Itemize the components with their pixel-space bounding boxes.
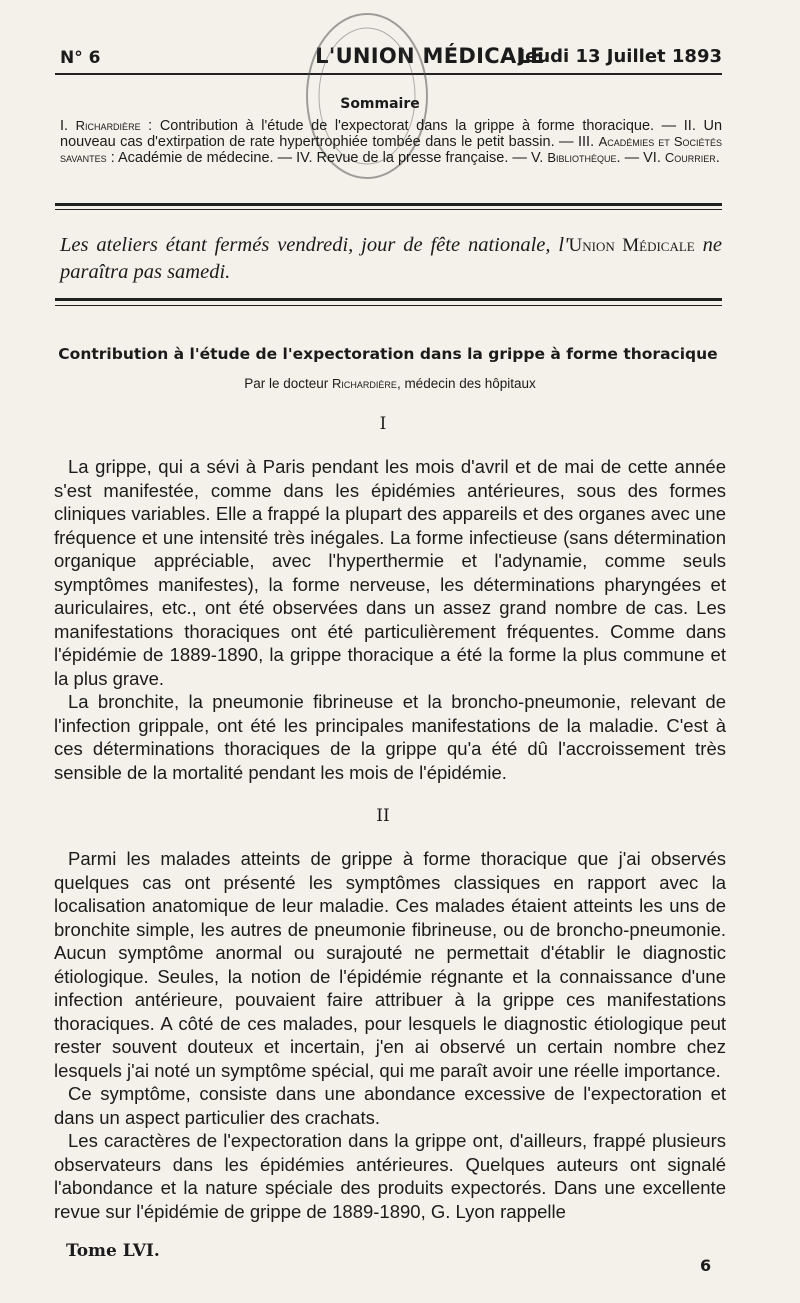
paragraph: Les caractères de l'expectoration dans la grippe ont, d'ailleurs, frappé plusieurs observateurs dans les épidémies antérieures. Quelques auteurs ont signalé l'abondance et la nature spéciale des produits expectorés. Dans une excellente revue sur l'épidémie de grippe de 1889-1890, G. Lyon rappelle bbox=[54, 1130, 726, 1222]
sommaire-rule bbox=[55, 203, 722, 206]
paragraph: Ce symptôme, consiste dans une abondance excessive de l'expectoration et dans un aspect particulier des crachats. bbox=[54, 1083, 726, 1128]
section-body bbox=[54, 455, 726, 784]
page-number: 6 bbox=[700, 1256, 712, 1275]
sommaire-list bbox=[60, 118, 722, 166]
section-body bbox=[54, 847, 726, 1223]
sommaire-item: I. Richardière : Contribution à l'étude de l'expectorat dans la grippe à forme thoracique. — bbox=[60, 118, 677, 134]
issue-date: Jeudi 13 Juillet 1893 bbox=[518, 46, 722, 67]
section-numeral: I bbox=[379, 414, 387, 434]
sommaire-item: III. Académies et Sociétés savantes : Académie de médecine. — bbox=[60, 134, 722, 166]
article-byline: Par le docteur Richardière, médecin des hôpitaux bbox=[244, 376, 536, 391]
sommaire-item: II. Un nouveau cas d'extirpation de rate hypertrophiée tombée dans le petit bassin. — bbox=[60, 118, 723, 150]
article-title: Contribution à l'étude de l'expectoration dans la grippe à forme thoracique bbox=[58, 345, 718, 363]
notice-rule bbox=[55, 298, 722, 301]
volume-label: Tome LVI. bbox=[66, 1241, 160, 1261]
paragraph: Parmi les malades atteints de grippe à forme thoracique que j'ai observés quelques cas ont présenté les symptômes classiques en rapport avec la localisation anatomique de leur maladie. Ces malades étaient atteints les uns de bronchite simple, les autres de pneumonie fibrineuse, ou de broncho-pneumonie. Aucun symptôme anormal ou surajouté ne permettait d'établir le diagnostic étiologique. Seules, la notion de l'épidémie régnante et la connaissance d'une infection antérieure, pouvaient faire attribuer à la grippe ces manifestations thoraciques. A côté de ces malades, pour lesquels le diagnostic étiologique peut rester souvent douteux et incertain, j'en ai observé un certain nombre chez lesquels j'ai noté un symptôme spécial, qui me paraît avoir une réelle importance. bbox=[54, 848, 726, 1081]
holiday-notice: Les ateliers étant fermés vendredi, jour de fête nationale, l'Union Médicale ne paraîtra pas samedi. bbox=[60, 234, 722, 283]
sommaire-item: IV. Revue de la presse française. — bbox=[296, 150, 527, 166]
notice-rule-thin bbox=[55, 305, 722, 306]
sommaire-item: VI. Courrier. bbox=[643, 150, 720, 166]
journal-title: L'UNION MÉDICALE bbox=[315, 44, 545, 68]
paragraph: La grippe, qui a sévi à Paris pendant les mois d'avril et de mai de cette année s'est manifestée, comme dans les épidémies antérieures, sous des formes cliniques variables. Elle a frappé la plupart des appareils et des organes avec une fréquence et une intensité très inégales. La forme infectieuse (sans détermination organique appréciable, avec l'hyperthermie et l'adynamie, comme seuls symptômes manifestes), la forme nerveuse, les déterminations pharyngées et auriculaires, etc., ont été observées dans un assez grand nombre de cas. Les manifestations thoraciques ont été particulièrement fréquentes. Comme dans l'épidémie de 1889-1890, la grippe thoracique a été la forme la plus commune et la plus grave. bbox=[54, 456, 726, 689]
section-numeral: II bbox=[376, 806, 390, 826]
issue-number: N° 6 bbox=[60, 48, 101, 68]
paragraph: La bronchite, la pneumonie fibrineuse et la broncho-pneumonie, relevant de l'infection grippale, ont été les principales manifestations de la maladie. C'est à ces déterminations thoraciques de la grippe qu'a été dû l'accroissement très sensible de la mortalité pendant les mois de l'épidémie. bbox=[54, 691, 726, 783]
sommaire-rule-thin bbox=[55, 209, 722, 210]
sommaire-item: V. Bibliothèque. — bbox=[530, 150, 640, 166]
sommaire-title: Sommaire bbox=[340, 96, 420, 112]
